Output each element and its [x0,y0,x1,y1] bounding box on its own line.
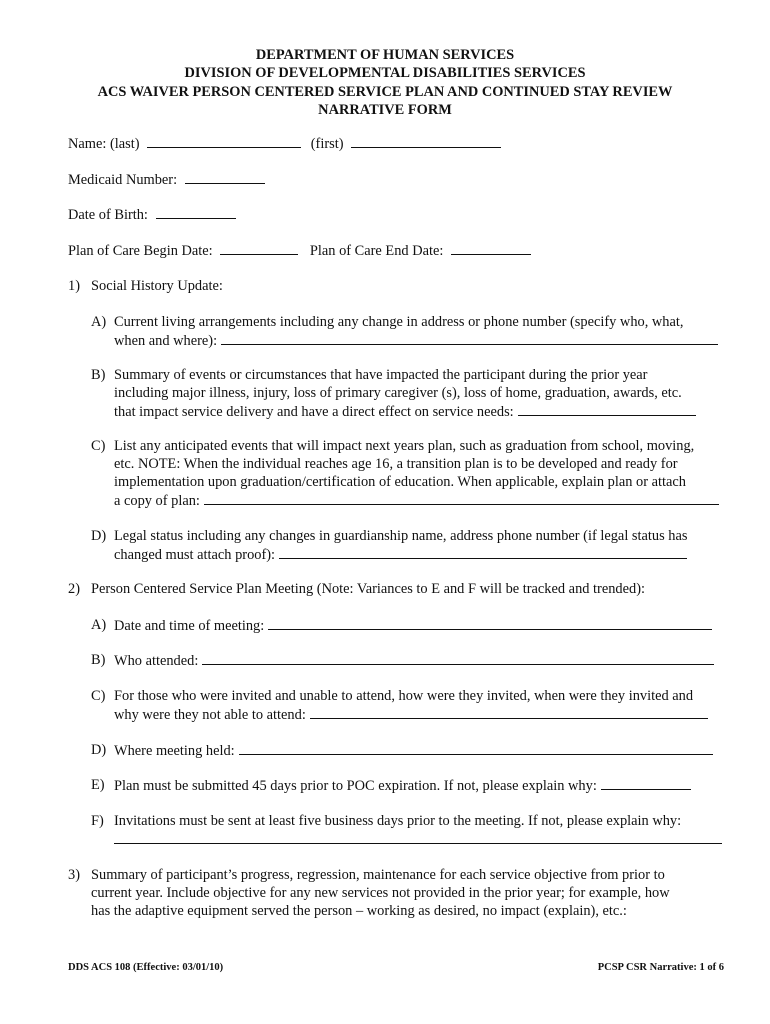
item-line: Date and time of meeting: [114,618,265,634]
header-line-2: DIVISION OF DEVELOPMENTAL DISABILITIES SERVICES [184,65,586,82]
item-line: Legal status including any changes in guardianship name, address phone number (if legal status has [114,528,688,544]
name-last-label: Name: (last) [68,136,140,152]
form-header [0,46,770,119]
item-line: Where meeting held: [114,743,235,759]
poc-end-label: Plan of Care End Date: [309,243,444,259]
header-line-3: ACS WAIVER PERSON CENTERED SERVICE PLAN AND CONTINUED STAY REVIEW [97,83,673,100]
item-line: Invitations must be sent at least five business days prior to the meeting. If not, please explain why: [114,813,682,829]
item-line: Summary of events or circumstances that have impacted the participant during the prior year [114,367,648,383]
header-line-4: NARRATIVE FORM [318,101,452,118]
item-letter: E) [91,777,105,793]
footer-page-number: PCSP CSR Narrative: 1 of 6 [597,962,724,973]
meeting-location-field[interactable] [239,741,713,755]
item-letter: A) [91,314,107,330]
section-2-title: Person Centered Service Plan Meeting (Note: Variances to E and F will be tracked and trended): [91,581,646,597]
item-line: Who attended: [114,653,199,669]
section-3-line: has the adaptive equipment served the person – working as desired, no impact (explain), etc.: [91,903,627,919]
item-line: when and where): [114,333,218,349]
late-submission-field[interactable] [601,776,691,790]
item-line: including major illness, injury, loss of primary caregiver (s), loss of home, graduation, awards, etc. [114,385,682,401]
item-line: etc. NOTE: When the individual reaches age 16, a transition plan is to be developed and ready for [114,456,678,472]
section-1-number: 1) [68,278,80,294]
section-2-heading [68,580,646,598]
events-summary-field[interactable] [518,402,696,416]
medicaid-row [68,170,265,189]
anticipated-events-field[interactable] [204,491,719,505]
dob-row [68,205,236,224]
footer-form-id: DDS ACS 108 (Effective: 03/01/10) [68,962,224,973]
poc-begin-field[interactable] [220,241,298,255]
legal-status-field[interactable] [279,545,687,559]
section-3-line: current year. Include objective for any new services not provided in the prior year; for example, how [91,885,670,901]
name-row [68,134,501,153]
medicaid-label: Medicaid Number: [68,172,178,188]
item-line: why were they not able to attend: [114,707,306,723]
section-1-title: Social History Update: [91,278,223,294]
name-first-label: (first) [310,136,344,152]
attendees-field[interactable] [202,651,714,665]
dob-label: Date of Birth: [68,207,148,223]
poc-dates-row [68,241,531,260]
section-3-number: 3) [68,867,80,883]
absent-invitees-field[interactable] [310,705,708,719]
item-letter: D) [91,742,107,758]
name-last-field[interactable] [147,134,301,148]
header-line-1: DEPARTMENT OF HUMAN SERVICES [255,47,515,63]
item-line: List any anticipated events that will impact next years plan, such as graduation from school, moving, [114,438,695,454]
item-letter: F) [91,813,104,829]
dob-field[interactable] [156,205,236,219]
living-arrangements-field[interactable] [221,331,718,345]
poc-end-field[interactable] [451,241,531,255]
meeting-date-field[interactable] [268,616,712,630]
item-letter: B) [91,652,106,668]
section-1-heading [68,277,223,295]
section-2-number: 2) [68,581,80,597]
item-line: For those who were invited and unable to attend, how were they invited, when were they invited and [114,688,694,704]
item-letter: C) [91,438,106,454]
item-line: a copy of plan: [114,493,200,509]
item-line: implementation upon graduation/certification of education. When applicable, explain plan or attach [114,474,686,490]
item-line: Current living arrangements including any change in address or phone number (specify who, what, [114,314,684,330]
poc-begin-label: Plan of Care Begin Date: [68,243,213,259]
late-invitations-field[interactable] [114,830,722,844]
item-letter: B) [91,367,106,383]
item-letter: D) [91,528,107,544]
item-line: changed must attach proof): [114,547,276,563]
item-line: Plan must be submitted 45 days prior to POC expiration. If not, please explain why: [114,778,597,794]
name-first-field[interactable] [351,134,501,148]
item-letter: C) [91,688,106,704]
item-letter: A) [91,617,107,633]
medicaid-field[interactable] [185,170,265,184]
section-3-line: Summary of participant’s progress, regression, maintenance for each service objective from prior to [91,867,665,883]
item-line: that impact service delivery and have a direct effect on service needs: [114,404,514,420]
